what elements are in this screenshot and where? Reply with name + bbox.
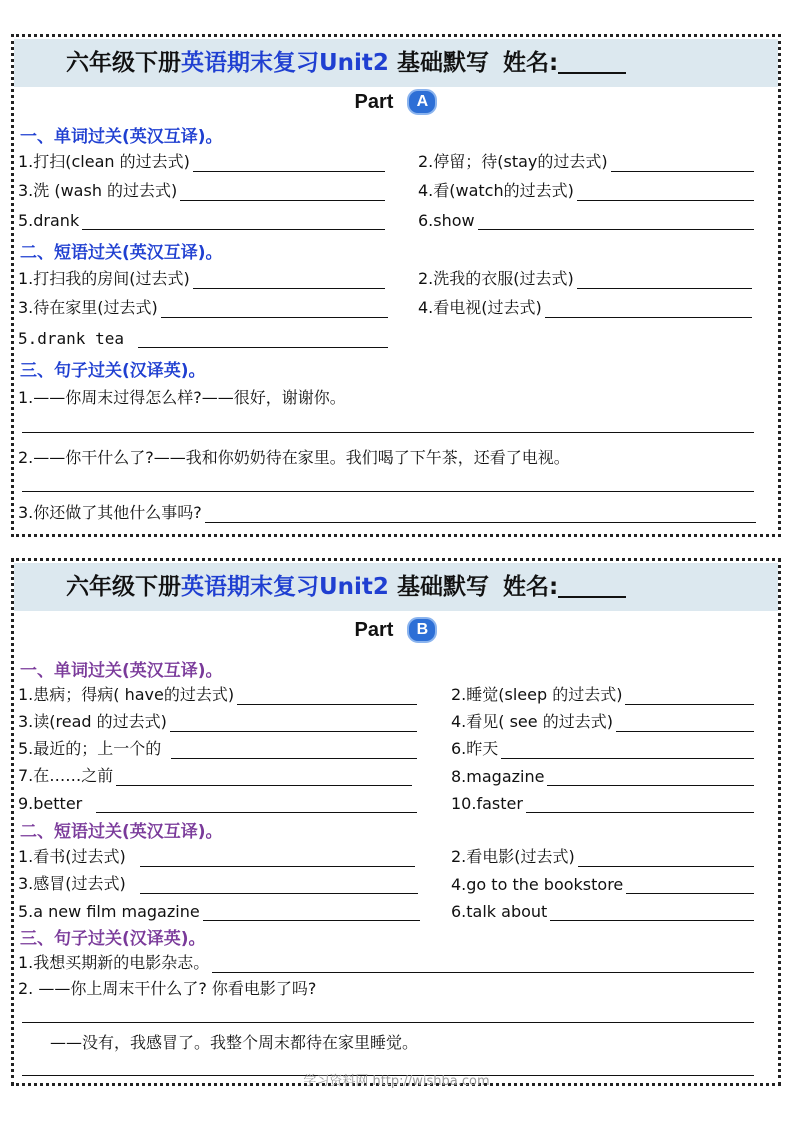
header-subject: 英语期末复习Unit2 <box>181 50 389 76</box>
answer-line[interactable] <box>22 1022 754 1023</box>
answer-line <box>550 904 754 921</box>
worksheet-part-a <box>11 34 781 537</box>
word-item[interactable]: 1.患病；得病( have的过去式) <box>18 683 417 705</box>
word-item[interactable]: 7.在……之前 <box>18 764 412 786</box>
word-item[interactable]: 4.看(watch的过去式) <box>418 179 754 201</box>
answer-line <box>193 155 385 172</box>
word-item[interactable]: 5.drank <box>18 208 385 230</box>
part-label: Part <box>354 619 394 641</box>
sentence-prompt: 1.——你周末过得怎么样?——很好，谢谢你。 <box>18 388 346 407</box>
header-grade: 六年级下册 <box>66 574 181 600</box>
word-item[interactable]: 9.better <box>18 791 417 813</box>
phrase-item[interactable]: 2.看电影(过去式) <box>451 845 754 867</box>
section-phrases-title: 二、短语过关(英汉互译)。 <box>20 822 223 842</box>
answer-line <box>611 155 754 172</box>
phrase-item[interactable]: 5.drank tea <box>18 326 388 348</box>
name-label: 姓名: <box>502 574 559 600</box>
word-item[interactable]: 2.停留；待(stay的过去式) <box>418 150 754 172</box>
answer-line <box>501 742 754 759</box>
worksheet-header <box>14 39 778 87</box>
name-blank[interactable] <box>558 48 626 74</box>
phrase-item[interactable]: 5.a new film magazine <box>18 899 420 921</box>
answer-line <box>205 506 756 523</box>
answer-line <box>203 904 420 921</box>
word-item[interactable]: 2.睡觉(sleep 的过去式) <box>451 683 754 705</box>
answer-line <box>140 877 418 894</box>
sentence-prompt: 2. ——你上周末干什么了? 你看电影了吗? <box>18 979 317 998</box>
answer-line <box>116 769 412 786</box>
answer-line <box>625 688 754 705</box>
answer-line <box>577 272 752 289</box>
answer-line <box>180 184 385 201</box>
watermark: 学习资料网 http://wishba.com <box>303 1074 490 1089</box>
sentence-prompt: ——没有，我感冒了。我整个周末都待在家里睡觉。 <box>50 1033 419 1052</box>
sentence-prompt: 2.——你干什么了?——我和你奶奶待在家里。我们喝了下午茶，还看了电视。 <box>18 448 570 467</box>
phrase-item[interactable]: 1.打扫我的房间(过去式) <box>18 267 385 289</box>
phrase-item[interactable]: 4.看电视(过去式) <box>418 296 752 318</box>
answer-line <box>577 184 754 201</box>
name-label: 姓名: <box>502 50 559 76</box>
section-words-title: 一、单词过关(英汉互译)。 <box>20 127 223 147</box>
phrase-item[interactable]: 6.talk about <box>451 899 754 921</box>
answer-line <box>545 301 752 318</box>
part-heading <box>14 617 778 643</box>
word-item[interactable]: 8.magazine <box>451 764 754 786</box>
answer-line <box>478 213 754 230</box>
phrase-item[interactable]: 4.go to the bookstore <box>451 872 754 894</box>
answer-line <box>616 715 754 732</box>
answer-line <box>82 213 385 230</box>
answer-line[interactable] <box>22 491 754 492</box>
word-item[interactable]: 5.最近的；上一个的 <box>18 737 417 759</box>
section-sentences-title: 三、句子过关(汉译英)。 <box>20 929 206 949</box>
worksheet-header <box>14 563 778 611</box>
header-title-suffix: 基础默写 <box>388 50 489 76</box>
sentence-item[interactable]: 3.你还做了其他什么事吗? <box>18 501 756 523</box>
part-heading <box>14 89 778 115</box>
word-item[interactable]: 6.show <box>418 208 754 230</box>
answer-line <box>140 850 415 867</box>
answer-line[interactable] <box>22 432 754 433</box>
answer-line <box>170 715 417 732</box>
section-phrases-title: 二、短语过关(英汉互译)。 <box>20 243 223 263</box>
answer-line <box>193 272 385 289</box>
phrase-item[interactable]: 3.待在家里(过去式) <box>18 296 388 318</box>
worksheet-part-b <box>11 558 781 1086</box>
header-title-suffix: 基础默写 <box>388 574 489 600</box>
answer-line <box>161 301 388 318</box>
phrase-item[interactable]: 3.感冒(过去式) <box>18 872 418 894</box>
header-grade: 六年级下册 <box>66 50 181 76</box>
part-badge-icon: B <box>407 617 437 643</box>
answer-line <box>547 769 754 786</box>
word-item[interactable]: 3.读(read 的过去式) <box>18 710 417 732</box>
word-item[interactable]: 6.昨天 <box>451 737 754 759</box>
word-item[interactable]: 3.洗 (wash 的过去式) <box>18 179 385 201</box>
answer-line <box>212 956 754 973</box>
answer-line <box>626 877 754 894</box>
phrase-item[interactable]: 2.洗我的衣服(过去式) <box>418 267 752 289</box>
answer-line <box>138 331 388 348</box>
phrase-item[interactable]: 1.看书(过去式) <box>18 845 415 867</box>
answer-line <box>171 742 417 759</box>
answer-line <box>526 796 754 813</box>
section-sentences-title: 三、句子过关(汉译英)。 <box>20 361 206 381</box>
word-item[interactable]: 10.faster <box>451 791 754 813</box>
part-badge-icon: A <box>407 89 437 115</box>
word-item[interactable]: 4.看见( see 的过去式) <box>451 710 754 732</box>
name-blank[interactable] <box>558 572 626 598</box>
header-subject: 英语期末复习Unit2 <box>181 574 389 600</box>
word-item[interactable]: 1.打扫(clean 的过去式) <box>18 150 385 172</box>
sentence-item[interactable]: 1.我想买期新的电影杂志。 <box>18 951 754 973</box>
part-label: Part <box>354 91 394 113</box>
answer-line <box>237 688 417 705</box>
answer-line <box>578 850 754 867</box>
answer-line <box>96 796 417 813</box>
section-words-title: 一、单词过关(英汉互译)。 <box>20 661 223 681</box>
